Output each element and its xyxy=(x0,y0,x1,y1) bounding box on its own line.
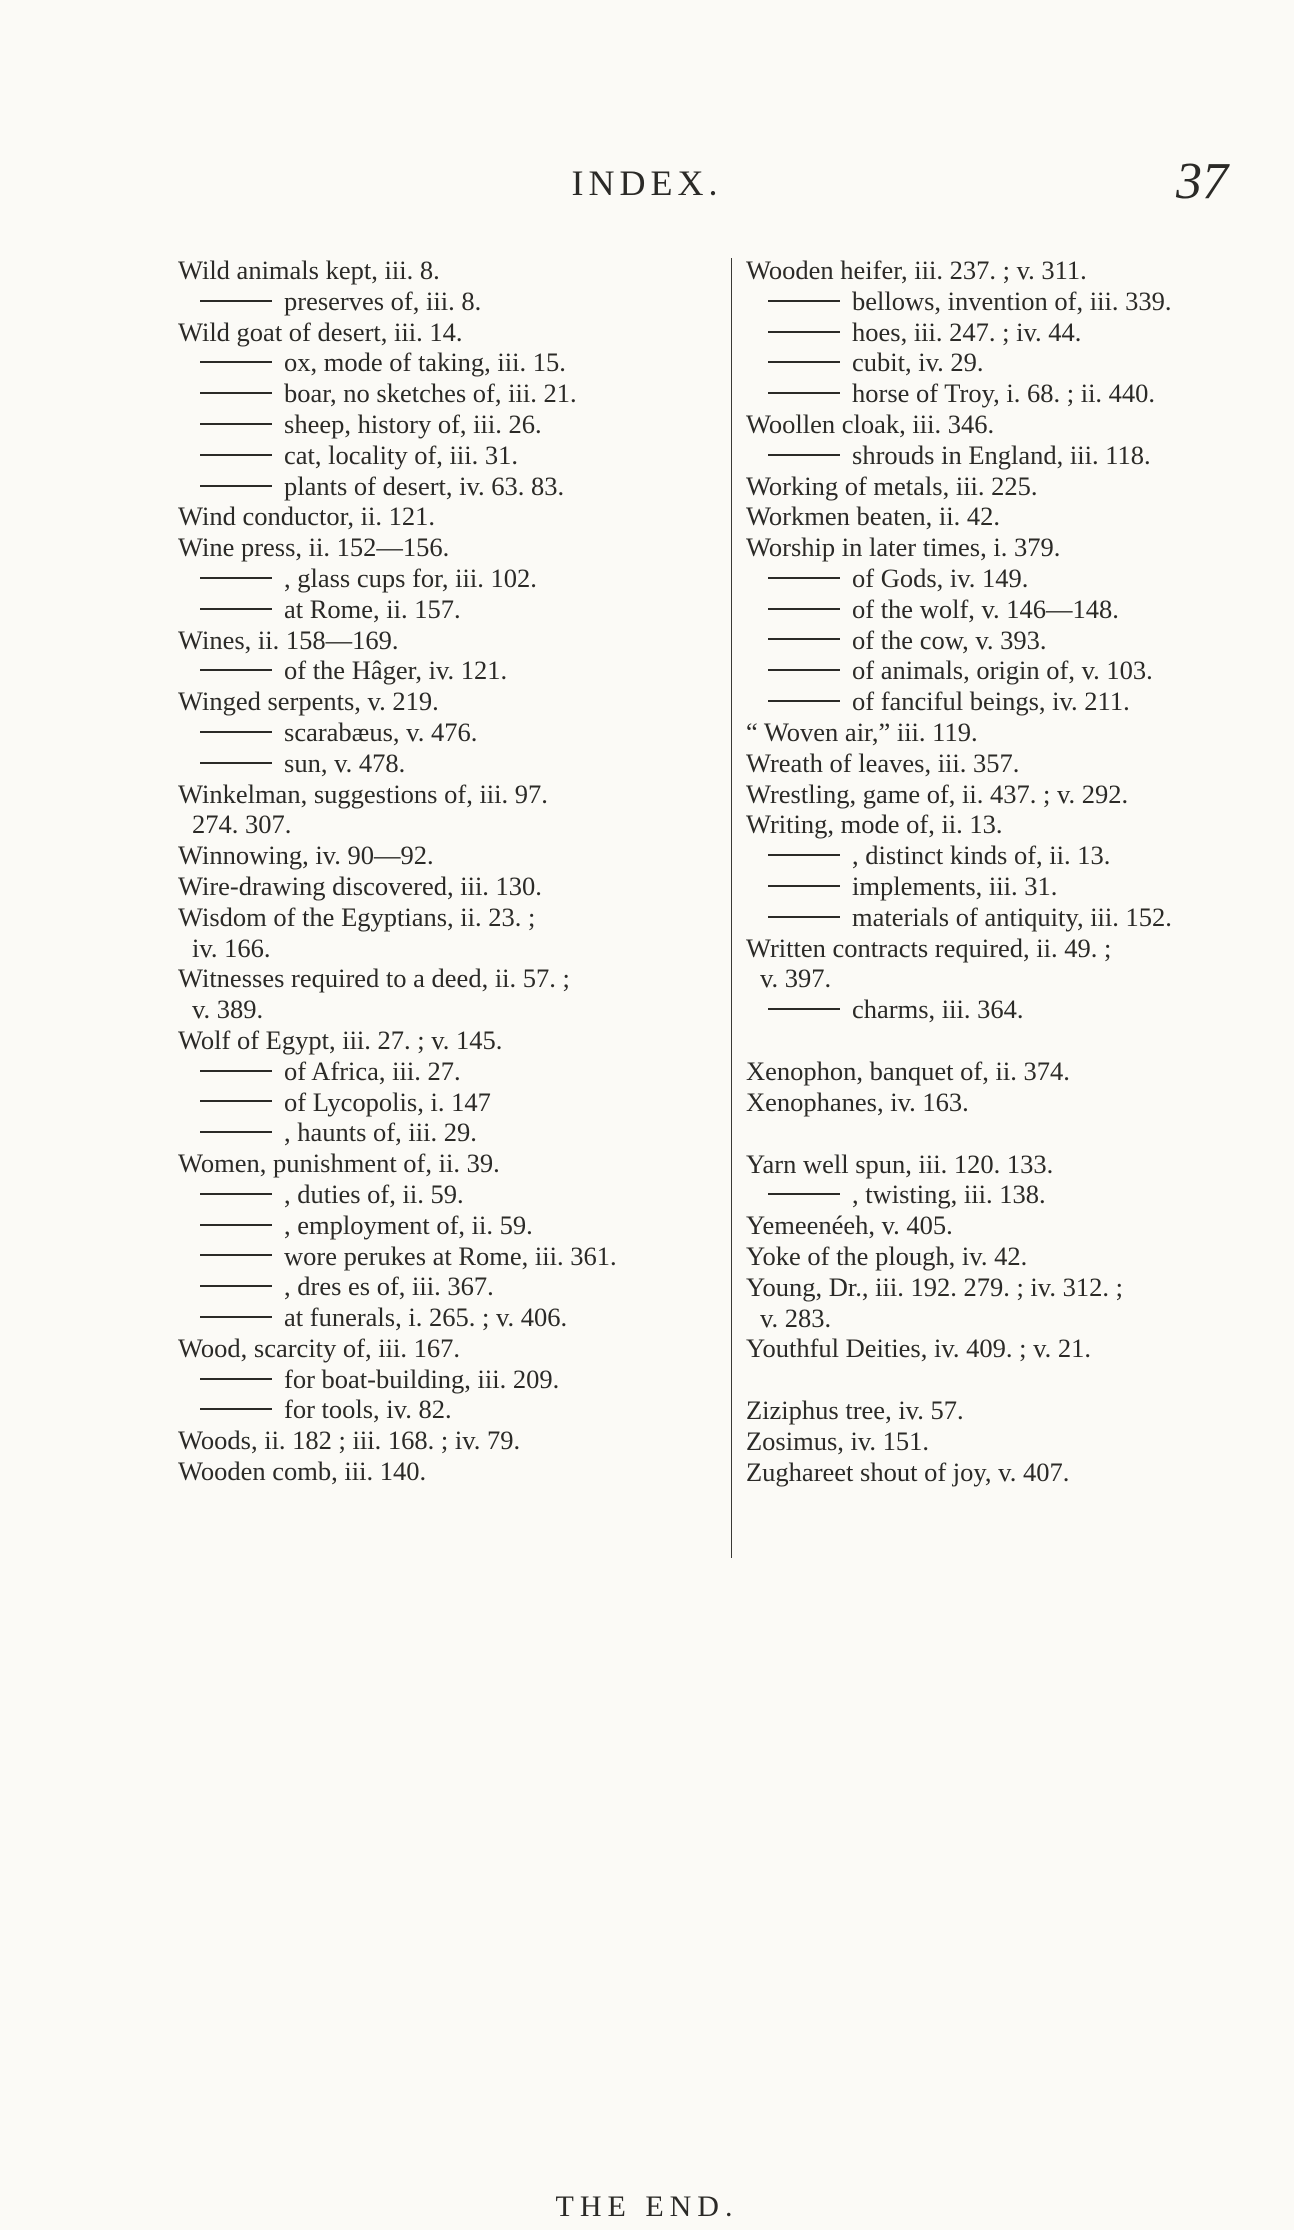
index-column-left xyxy=(178,255,718,1487)
entry-text: Wild goat of desert, iii. 14. xyxy=(178,316,463,347)
index-subentry xyxy=(178,594,718,625)
entry-text: Xenophon, banquet of, ii. 374. xyxy=(746,1055,1070,1086)
entry-text: , employment of, ii. 59. xyxy=(284,1209,533,1240)
index-subentry xyxy=(746,286,1294,317)
index-entry xyxy=(746,501,1294,532)
index-subentry xyxy=(746,871,1294,902)
index-subentry xyxy=(746,655,1294,686)
entry-text: Woods, ii. 182 ; iii. 168. ; iv. 79. xyxy=(178,1425,521,1456)
page-number: 37 xyxy=(1176,153,1228,210)
ditto-dash xyxy=(200,669,272,671)
index-continuation xyxy=(746,963,1294,994)
index-subentry xyxy=(178,440,718,471)
index-subentry xyxy=(178,655,718,686)
entry-text: horse of Troy, i. 68. ; ii. 440. xyxy=(852,378,1156,409)
index-entry xyxy=(178,840,718,871)
index-entry xyxy=(178,902,718,933)
ditto-dash xyxy=(200,1408,272,1410)
entry-text: iv. 166. xyxy=(192,932,271,963)
entry-text: Xenophanes, iv. 163. xyxy=(746,1086,969,1117)
entry-text: at funerals, i. 265. ; v. 406. xyxy=(284,1302,568,1333)
entry-text: v. 397. xyxy=(760,963,832,994)
ditto-dash xyxy=(768,454,840,456)
index-subentry xyxy=(178,471,718,502)
ditto-dash xyxy=(200,361,272,363)
index-entry xyxy=(746,471,1294,502)
index-continuation xyxy=(178,933,718,964)
ditto-dash xyxy=(768,577,840,579)
ditto-dash xyxy=(200,762,272,764)
index-entry xyxy=(746,1333,1294,1364)
index-entry xyxy=(746,1241,1294,1272)
entry-text: boar, no sketches of, iii. 21. xyxy=(284,378,577,409)
ditto-dash xyxy=(200,1100,272,1102)
ditto-dash xyxy=(768,669,840,671)
index-subentry xyxy=(178,748,718,779)
entry-text: Winkelman, suggestions of, iii. 97. xyxy=(178,778,548,809)
index-entry xyxy=(746,779,1294,810)
index-entry xyxy=(746,1272,1294,1303)
index-subentry xyxy=(746,317,1294,348)
index-entry xyxy=(746,1210,1294,1241)
index-entry xyxy=(746,809,1294,840)
entry-text: Wind conductor, ii. 121. xyxy=(178,501,435,532)
index-subentry xyxy=(178,1302,718,1333)
index-entry xyxy=(746,1426,1294,1457)
ditto-dash xyxy=(200,300,272,302)
ditto-dash xyxy=(768,916,840,918)
entry-text: ox, mode of taking, iii. 15. xyxy=(284,347,566,378)
ditto-dash xyxy=(200,423,272,425)
section-gap xyxy=(746,1118,1294,1149)
entry-text: Writing, mode of, ii. 13. xyxy=(746,809,1003,840)
entry-text: Winged serpents, v. 219. xyxy=(178,686,439,717)
index-entry xyxy=(178,1148,718,1179)
index-entry xyxy=(746,933,1294,964)
ditto-dash xyxy=(768,608,840,610)
index-entry xyxy=(746,1395,1294,1426)
entry-text: scarabæus, v. 476. xyxy=(284,716,478,747)
ditto-dash xyxy=(768,885,840,887)
entry-text: Zughareet shout of joy, v. 407. xyxy=(746,1456,1070,1487)
ditto-dash xyxy=(200,1193,272,1195)
index-entry xyxy=(178,532,718,563)
index-subentry xyxy=(178,378,718,409)
entry-text: for tools, iv. 82. xyxy=(284,1394,452,1425)
entry-text: materials of antiquity, iii. 152. xyxy=(852,901,1172,932)
index-entry xyxy=(178,501,718,532)
index-subentry xyxy=(746,1179,1294,1210)
index-entry xyxy=(746,255,1294,286)
entry-text: plants of desert, iv. 63. 83. xyxy=(284,470,565,501)
entry-text: Woollen cloak, iii. 346. xyxy=(746,408,995,439)
ditto-dash xyxy=(768,300,840,302)
index-entry xyxy=(178,779,718,810)
index-entry xyxy=(178,1425,718,1456)
index-subentry xyxy=(178,1087,718,1118)
index-column-right xyxy=(746,255,1294,1487)
entry-text: Witnesses required to a deed, ii. 57. ; xyxy=(178,963,570,994)
entry-text: Wolf of Egypt, iii. 27. ; v. 145. xyxy=(178,1024,503,1055)
entry-text: of Africa, iii. 27. xyxy=(284,1055,461,1086)
section-gap xyxy=(746,1364,1294,1395)
ditto-dash xyxy=(200,1378,272,1380)
ditto-dash xyxy=(200,1316,272,1318)
entry-text: of Gods, iv. 149. xyxy=(852,562,1029,593)
ditto-dash xyxy=(200,1285,272,1287)
index-continuation xyxy=(746,1303,1294,1334)
entry-text: charms, iii. 364. xyxy=(852,994,1024,1025)
index-entry xyxy=(178,871,718,902)
index-subentry xyxy=(178,1179,718,1210)
entry-text: cat, locality of, iii. 31. xyxy=(284,439,519,470)
entry-text: sheep, history of, iii. 26. xyxy=(284,408,542,439)
index-entry xyxy=(746,532,1294,563)
index-subentry xyxy=(746,840,1294,871)
entry-text: Winnowing, iv. 90—92. xyxy=(178,840,434,871)
index-subentry xyxy=(746,378,1294,409)
index-entry xyxy=(178,1333,718,1364)
ditto-dash xyxy=(200,1131,272,1133)
index-entry xyxy=(178,625,718,656)
index-entry xyxy=(746,748,1294,779)
ditto-dash xyxy=(768,1008,840,1010)
entry-text: Wire-drawing discovered, iii. 130. xyxy=(178,870,542,901)
index-subentry xyxy=(178,1117,718,1148)
entry-text: cubit, iv. 29. xyxy=(852,347,984,378)
index-continuation xyxy=(178,809,718,840)
ditto-dash xyxy=(768,638,840,640)
ditto-dash xyxy=(200,1224,272,1226)
entry-text: , haunts of, iii. 29. xyxy=(284,1117,477,1148)
index-subentry xyxy=(746,563,1294,594)
ditto-dash xyxy=(768,1193,840,1195)
entry-text: of animals, origin of, v. 103. xyxy=(852,655,1153,686)
ditto-dash xyxy=(768,854,840,856)
index-entry xyxy=(178,255,718,286)
index-entry xyxy=(178,963,718,994)
index-entry xyxy=(178,1025,718,1056)
entry-text: “ Woven air,” iii. 119. xyxy=(746,716,978,747)
entry-text: of the cow, v. 393. xyxy=(852,624,1047,655)
index-entry xyxy=(746,1056,1294,1087)
index-entry xyxy=(746,717,1294,748)
index-subentry xyxy=(746,902,1294,933)
ditto-dash xyxy=(200,577,272,579)
entry-text: , twisting, iii. 138. xyxy=(852,1179,1046,1210)
ditto-dash xyxy=(200,485,272,487)
index-entry xyxy=(178,317,718,348)
entry-text: 274. 307. xyxy=(192,809,292,840)
ditto-dash xyxy=(768,700,840,702)
index-subentry xyxy=(746,994,1294,1025)
entry-text: Women, punishment of, ii. 39. xyxy=(178,1148,500,1179)
ditto-dash xyxy=(200,608,272,610)
entry-text: Wines, ii. 158—169. xyxy=(178,624,399,655)
entry-text: wore perukes at Rome, iii. 361. xyxy=(284,1240,617,1271)
entry-text: Wild animals kept, iii. 8. xyxy=(178,255,440,285)
entry-text: at Rome, ii. 157. xyxy=(284,593,461,624)
index-subentry xyxy=(746,625,1294,656)
entry-text: bellows, invention of, iii. 339. xyxy=(852,285,1172,316)
column-divider xyxy=(731,258,732,1558)
entry-text: implements, iii. 31. xyxy=(852,870,1058,901)
index-entry xyxy=(178,1456,718,1487)
entry-text: Youthful Deities, iv. 409. ; v. 21. xyxy=(746,1333,1092,1364)
entry-text: , distinct kinds of, ii. 13. xyxy=(852,840,1111,871)
index-subentry xyxy=(746,594,1294,625)
index-subentry xyxy=(178,347,718,378)
index-continuation xyxy=(178,994,718,1025)
entry-text: Wooden comb, iii. 140. xyxy=(178,1456,427,1487)
entry-text: Yoke of the plough, iv. 42. xyxy=(746,1240,1028,1271)
ditto-dash xyxy=(200,454,272,456)
index-subentry xyxy=(746,440,1294,471)
entry-text: Wine press, ii. 152—156. xyxy=(178,532,450,563)
index-subentry xyxy=(178,286,718,317)
ditto-dash xyxy=(200,392,272,394)
entry-text: Ziziphus tree, iv. 57. xyxy=(746,1395,964,1426)
index-subentry xyxy=(178,1210,718,1241)
entry-text: Written contracts required, ii. 49. ; xyxy=(746,932,1112,963)
index-entry xyxy=(178,686,718,717)
index-subentry xyxy=(178,563,718,594)
entry-text: Working of metals, iii. 225. xyxy=(746,470,1038,501)
entry-text: of the Hâger, iv. 121. xyxy=(284,655,508,686)
entry-text: Wisdom of the Egyptians, ii. 23. ; xyxy=(178,901,536,932)
entry-text: v. 283. xyxy=(760,1302,832,1333)
index-entry xyxy=(746,1087,1294,1118)
entry-text: , dres es of, iii. 367. xyxy=(284,1271,494,1302)
index-subentry xyxy=(178,1056,718,1087)
ditto-dash xyxy=(200,1254,272,1256)
entry-text: Zosimus, iv. 151. xyxy=(746,1425,930,1456)
index-subentry xyxy=(178,1241,718,1272)
ditto-dash xyxy=(200,1070,272,1072)
entry-text: Wrestling, game of, ii. 437. ; v. 292. xyxy=(746,778,1129,809)
entry-text: Young, Dr., iii. 192. 279. ; iv. 312. ; xyxy=(746,1271,1123,1302)
index-subentry xyxy=(178,1271,718,1302)
entry-text: v. 389. xyxy=(192,994,264,1025)
index-subentry xyxy=(178,1394,718,1425)
index-entry xyxy=(746,1149,1294,1180)
index-subentry xyxy=(178,717,718,748)
index-subentry xyxy=(178,1364,718,1395)
index-entry xyxy=(746,1457,1294,1488)
entry-text: Yemeenéeh, v. 405. xyxy=(746,1210,953,1241)
entry-text: Wooden heifer, iii. 237. ; v. 311. xyxy=(746,255,1087,285)
entry-text: Yarn well spun, iii. 120. 133. xyxy=(746,1148,1054,1179)
ditto-dash xyxy=(768,392,840,394)
entry-text: shrouds in England, iii. 118. xyxy=(852,439,1151,470)
ditto-dash xyxy=(768,361,840,363)
entry-text: sun, v. 478. xyxy=(284,747,406,778)
index-subentry xyxy=(746,347,1294,378)
entry-text: of the wolf, v. 146—148. xyxy=(852,593,1119,624)
index-subentry xyxy=(178,409,718,440)
entry-text: of Lycopolis, i. 147 xyxy=(284,1086,491,1117)
section-gap xyxy=(746,1025,1294,1056)
ditto-dash xyxy=(200,731,272,733)
index-entry xyxy=(746,409,1294,440)
entry-text: Worship in later times, i. 379. xyxy=(746,532,1061,563)
entry-text: preserves of, iii. 8. xyxy=(284,285,482,316)
index-subentry xyxy=(746,686,1294,717)
entry-text: Workmen beaten, ii. 42. xyxy=(746,501,1000,532)
entry-text: Wreath of leaves, iii. 357. xyxy=(746,747,1020,778)
the-end-footer: THE END. xyxy=(555,2190,739,2223)
entry-text: hoes, iii. 247. ; iv. 44. xyxy=(852,316,1082,347)
page-title: INDEX. xyxy=(571,163,723,203)
ditto-dash xyxy=(768,331,840,333)
entry-text: Wood, scarcity of, iii. 167. xyxy=(178,1332,460,1363)
entry-text: , duties of, ii. 59. xyxy=(284,1178,464,1209)
entry-text: for boat-building, iii. 209. xyxy=(284,1363,560,1394)
entry-text: of fanciful beings, iv. 211. xyxy=(852,686,1130,717)
page-header xyxy=(0,150,1294,220)
entry-text: , glass cups for, iii. 102. xyxy=(284,562,537,593)
